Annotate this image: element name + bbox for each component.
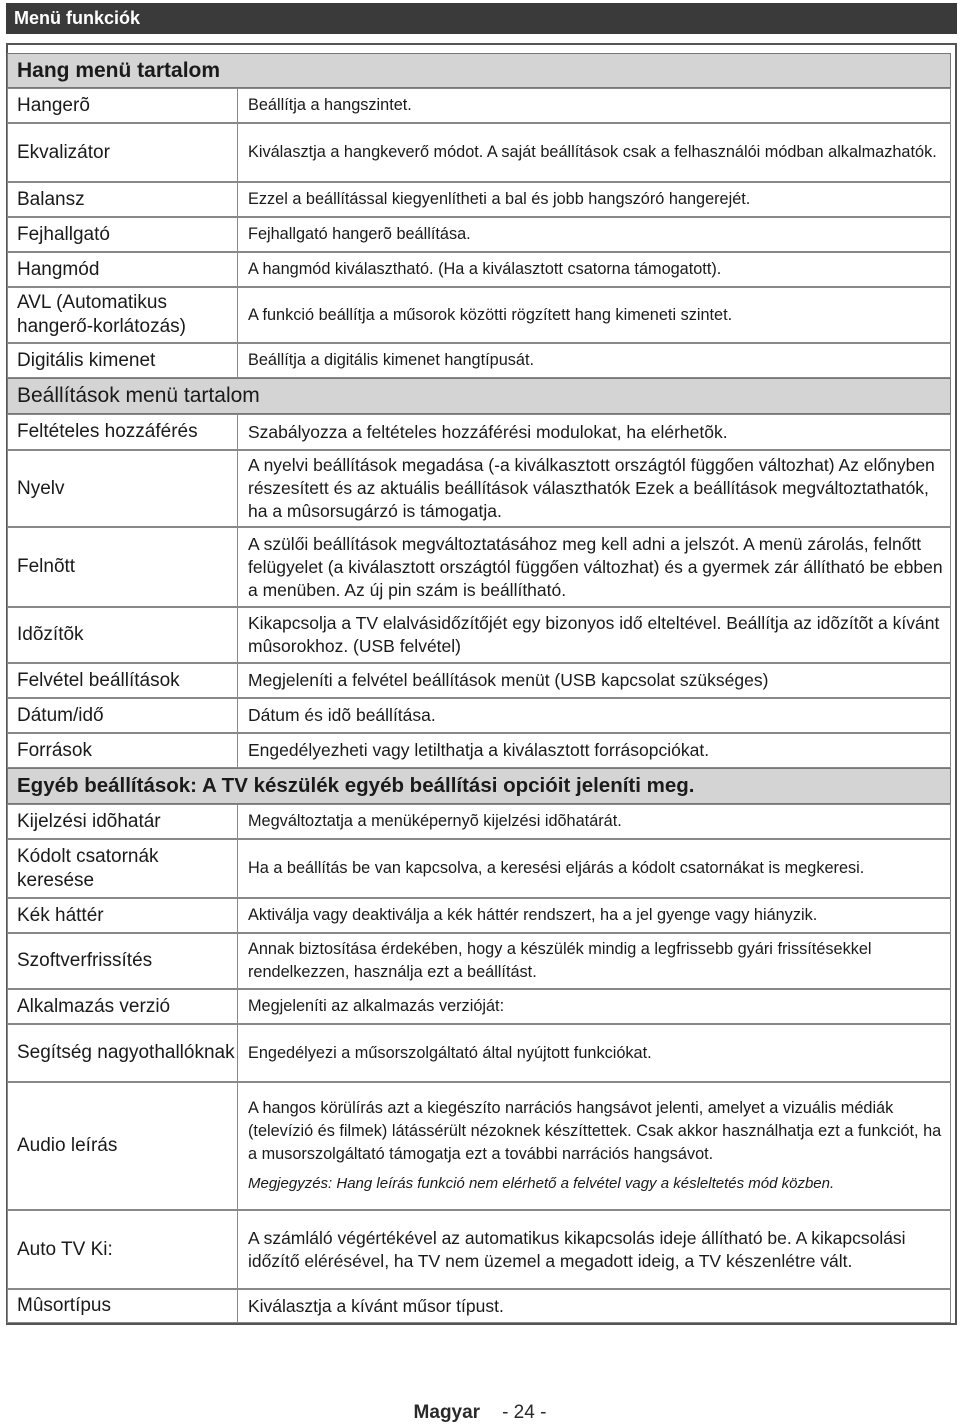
- row-label: Nyelv: [8, 451, 238, 526]
- row-label: Ekvalizátor: [8, 124, 238, 181]
- row-label: Auto TV Ki:: [8, 1211, 238, 1288]
- row-description: Megjeleníti az alkalmazás verzióját:: [248, 997, 505, 1015]
- row-description: Dátum és idõ beállítása.: [248, 705, 436, 725]
- row-description: Kiválasztja a kívánt műsor típust.: [248, 1295, 504, 1316]
- section-sound-title: Hang menü tartalom: [7, 53, 951, 88]
- row-label: Felnõtt: [8, 528, 238, 606]
- row-description: Beállítja a digitális kimenet hangtípusát.: [248, 351, 534, 369]
- row-description: [238, 1083, 950, 1209]
- footer-language: Magyar: [413, 1402, 481, 1423]
- row-description: Aktiválja vagy deaktiválja a kék háttér rendszert, ha a jel gyenge vagy hiányzik.: [248, 906, 818, 924]
- table-row: [7, 343, 951, 378]
- table-row: [7, 1024, 951, 1082]
- page-header-title: Menü funkciók: [14, 8, 141, 28]
- row-label: Források: [8, 734, 238, 767]
- row-label: Dátum/idő: [8, 699, 238, 732]
- row-label: Digitális kimenet: [8, 344, 238, 377]
- footer-page-number: - 24 -: [502, 1402, 547, 1423]
- row-label: Fejhallgató: [8, 218, 238, 251]
- row-description: Ezzel a beállítással kiegyenlítheti a bal és jobb hangszóró hangerejét.: [248, 190, 751, 208]
- row-description: A funkció beállítja a műsorok közötti rögzített hang kimeneti szintet.: [248, 305, 733, 324]
- table-row: [7, 698, 951, 733]
- table-row: [7, 252, 951, 287]
- table-row: [7, 663, 951, 698]
- table-row: [7, 989, 951, 1024]
- row-description: A hangmód kiválasztható. (Ha a kiválasztott csatorna támogatott).: [248, 260, 722, 278]
- row-label: Idõzítõk: [8, 608, 238, 662]
- page-header: [6, 3, 957, 34]
- table-row: [7, 527, 951, 607]
- row-description: Annak biztosítása érdekében, hogy a készülék mindig a legfrissebb gyári frissítésekkel rendelkezzen, használja ezt a beállítást.: [248, 940, 872, 981]
- row-description: A nyelvi beállítások megadása (-a kiválkasztott országtól függően változhat) Az előnyben részesített és az aktuális beállítások választhatók Ezek a beállítások megváltoztathatók, ha a mûsorsugárzó is támogatja.: [248, 455, 935, 521]
- row-description: Megváltoztatja a menüképernyõ kijelzési idõhatárát.: [248, 812, 622, 830]
- table-row: [7, 1082, 951, 1210]
- row-label: Kék háttér: [8, 899, 238, 932]
- table-row: [7, 450, 951, 527]
- row-label: Hangerõ: [8, 89, 238, 122]
- table-row: [7, 123, 951, 182]
- row-note: Megjegyzés: Hang leírás funkció nem elérhető a felvétel vagy a késleltetés mód közben.: [248, 1175, 835, 1192]
- table-row: [7, 898, 951, 933]
- row-description: Ha a beállítás be van kapcsolva, a keresési eljárás a kódolt csatornákat is megkeresi.: [248, 859, 865, 877]
- row-description: Fejhallgató hangerõ beállítása.: [248, 225, 471, 243]
- row-label: Feltételes hozzáférés: [8, 415, 238, 449]
- table-row: [7, 88, 951, 123]
- row-description: Beállítja a hangszintet.: [248, 96, 412, 114]
- row-description: Megjeleníti a felvétel beállítások menüt (USB kapcsolat szükséges): [248, 670, 769, 690]
- row-label: Kijelzési idõhatár: [8, 805, 238, 838]
- row-description: Szabályozza a feltételes hozzáférési modulokat, ha elérhetõk.: [248, 421, 728, 442]
- table-row: [7, 733, 951, 768]
- row-label: Audio leírás: [8, 1083, 238, 1209]
- row-description: A számláló végértékével az automatikus kikapcsolás ideje állítható be. A kikapcsolási időzítő elérésével, ha TV nem üzemel a megadott ideig, a TV készenlétre vált.: [248, 1227, 906, 1271]
- table-row: [7, 1210, 951, 1289]
- table-row: [7, 1289, 951, 1323]
- row-label: Alkalmazás verzió: [8, 990, 238, 1023]
- table-row: [7, 414, 951, 450]
- table-row: [7, 839, 951, 898]
- page-footer: [0, 1402, 960, 1424]
- row-description: A szülői beállítások megváltoztatásához meg kell adni a jelszót. A menü zárolás, felnőtt felügyelet (a kiválasztott országtól függően változhat) és a gyermek zár állítható be ebben a menüben. Az új pin szám is beállítható.: [248, 533, 943, 600]
- row-description: Kikapcsolja a TV elalvásidőzítőjét egy bizonyos idő elteltével. Beállítja az idõzítõt a kívánt mûsorokhoz. (USB felvétel): [248, 613, 940, 656]
- row-description-text: A hangos körülírás azt a kiegészíto narrációs hangsávot jelenti, amelyet a vizuális médiák (televízió és filmek) látássérült nézoknek készíttettek. Csak akkor használhatja ezt a funkciót, ha a musorszolgáltató támogatja ezt a további narrációs hangsávot.: [248, 1099, 942, 1163]
- row-label: Hangmód: [8, 253, 238, 286]
- row-label: Segítség nagyothallóknak: [8, 1025, 238, 1081]
- row-description: Engedélyezheti vagy letilthatja a kiválasztott forrásopciókat.: [248, 740, 710, 760]
- row-label: Kódolt csatornák keresése: [8, 840, 238, 897]
- row-label: Mûsortípus: [8, 1290, 238, 1322]
- section-settings-title: Beállítások menü tartalom: [7, 378, 951, 414]
- row-label: Balansz: [8, 183, 238, 216]
- row-label: Szoftverfrissítés: [8, 934, 238, 988]
- section-other-title: Egyéb beállítások: A TV készülék egyéb beállítási opcióit jeleníti meg.: [7, 768, 951, 804]
- table-row: [7, 182, 951, 217]
- table-row: [7, 607, 951, 663]
- row-description: Engedélyezi a műsorszolgáltató által nyújtott funkciókat.: [248, 1043, 652, 1062]
- table-row: [7, 217, 951, 252]
- table-row: [7, 933, 951, 989]
- table-row: [7, 287, 951, 343]
- row-description: Kiválasztja a hangkeverő módot. A saját beállítások csak a felhasználói módban alkalmazhatók.: [248, 143, 937, 161]
- table-row: [7, 804, 951, 839]
- row-label: AVL (Automatikus hangerő-korlátozás): [8, 288, 238, 342]
- row-label: Felvétel beállítások: [8, 664, 238, 697]
